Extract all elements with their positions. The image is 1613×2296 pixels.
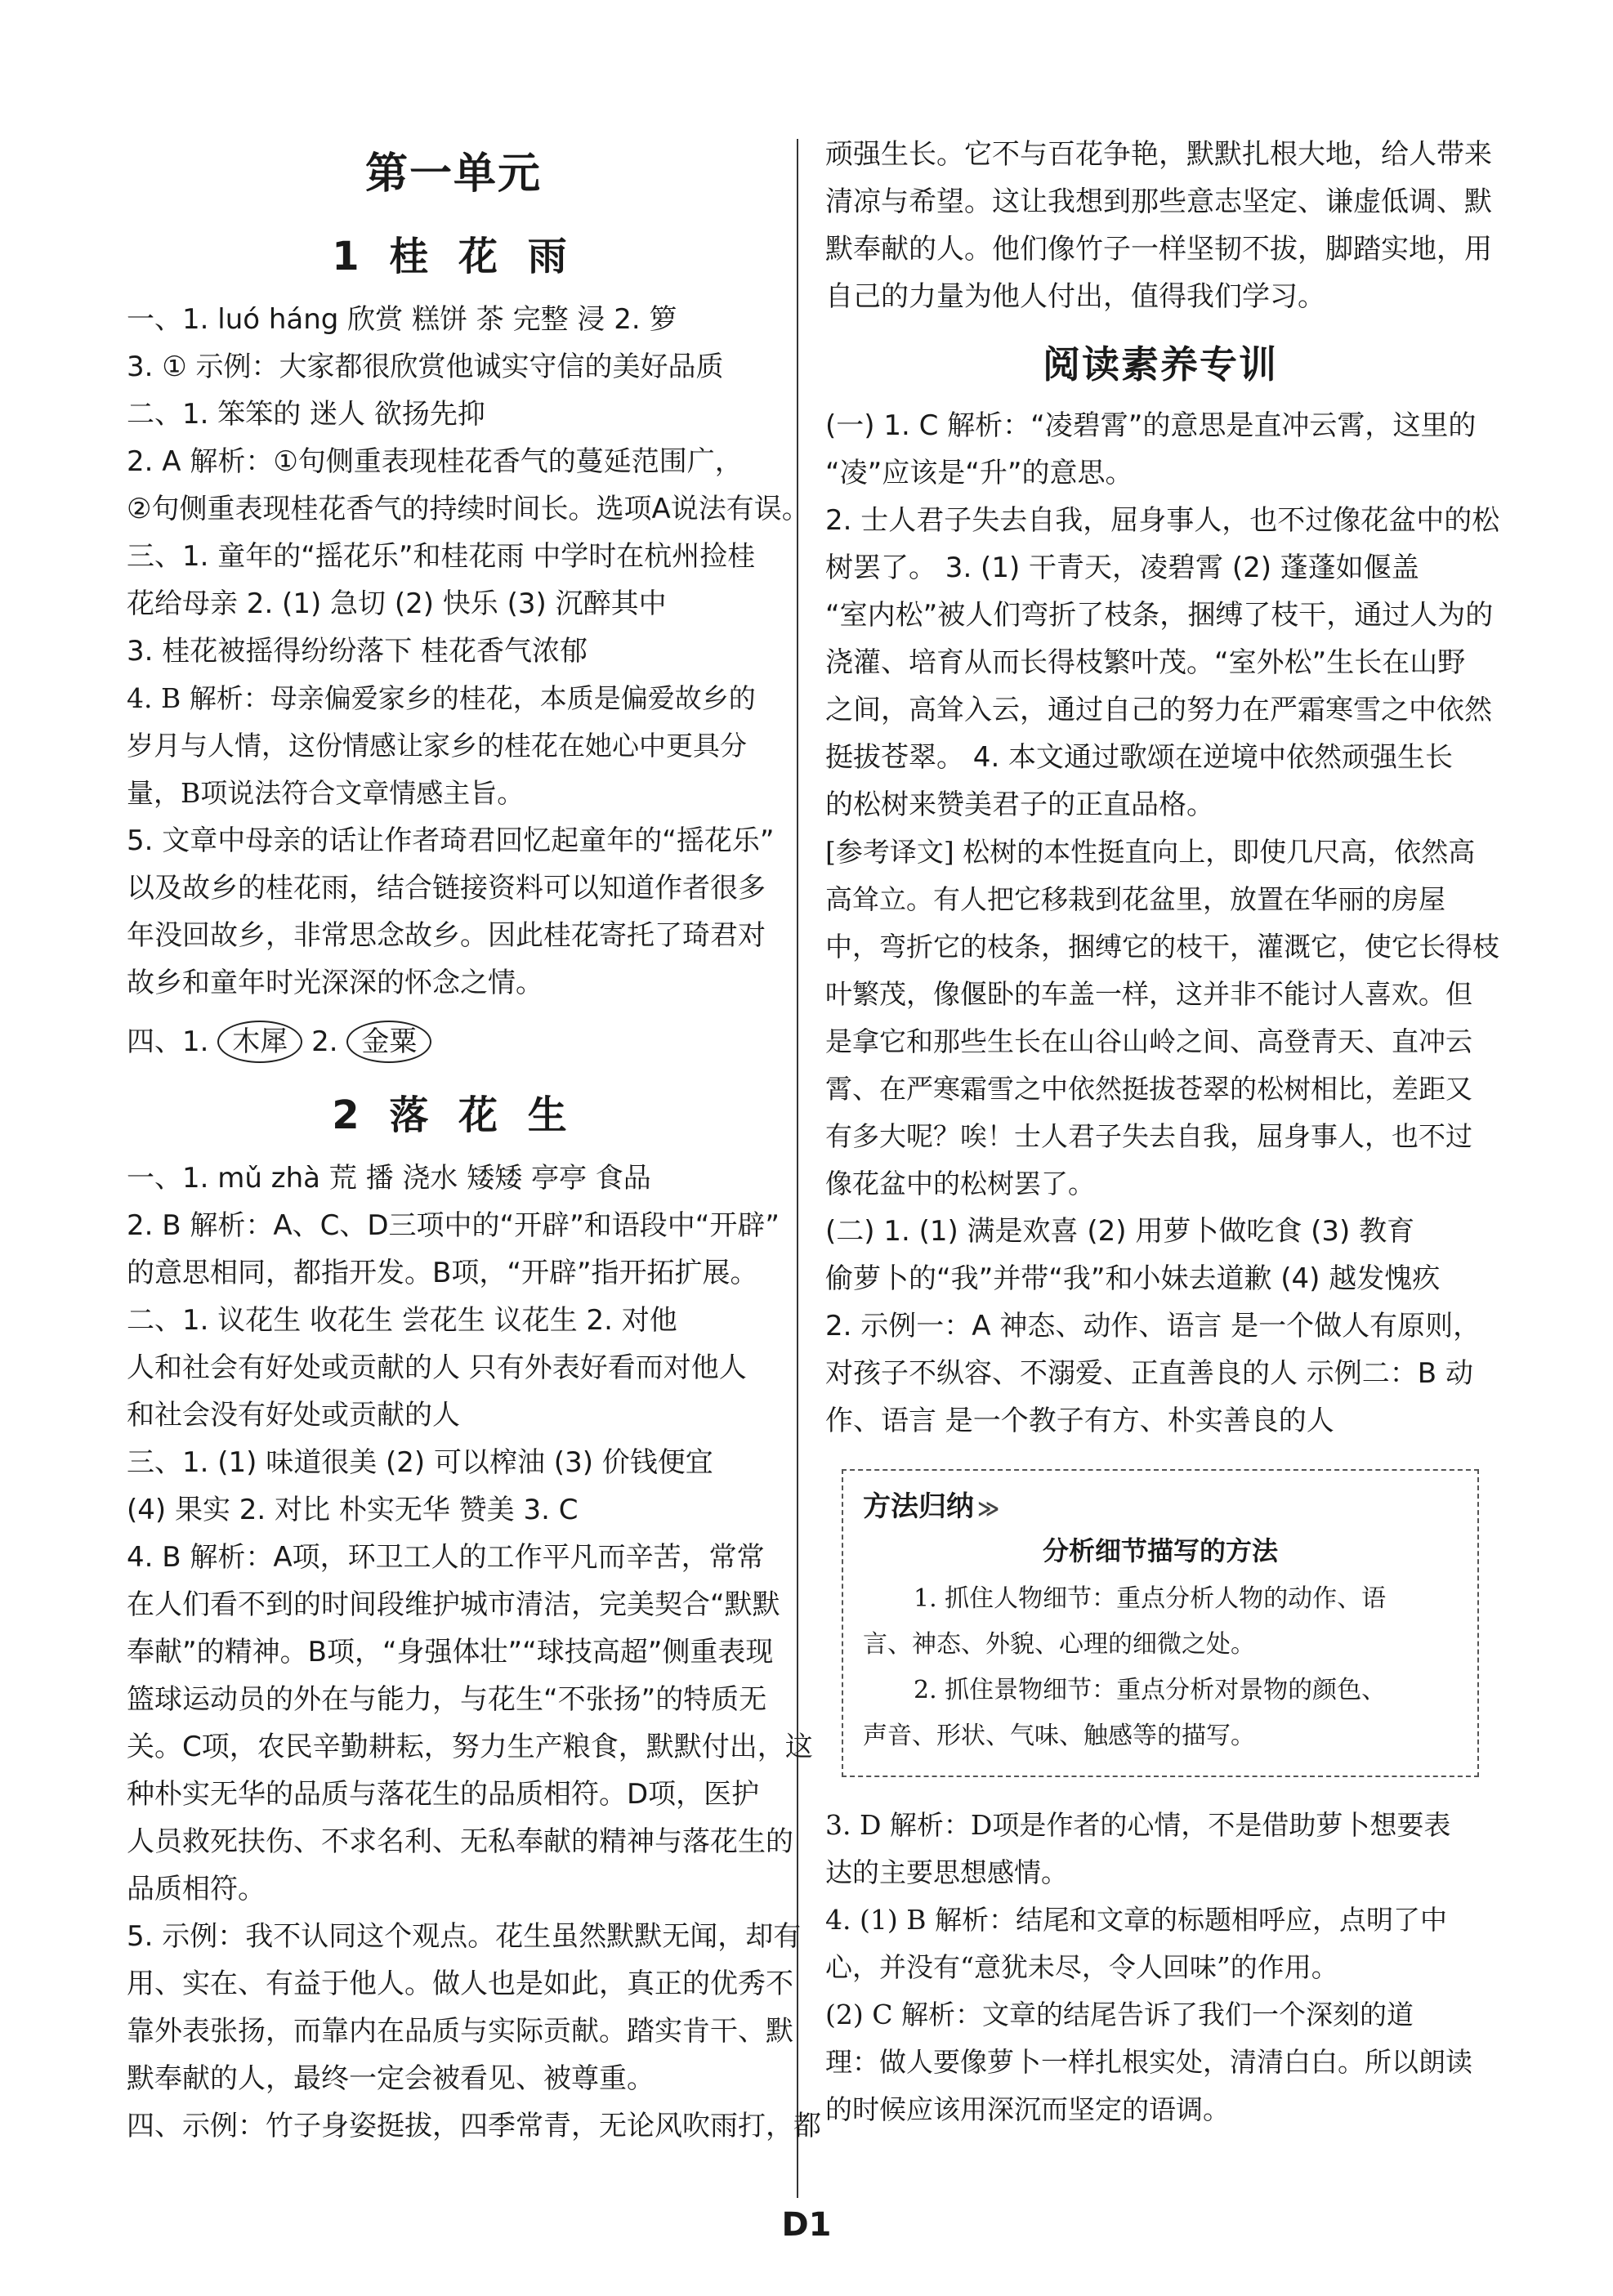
answer-line: (2) C 解析：文章的结尾告诉了我们一个深刻的道	[825, 1999, 1414, 2030]
answer-line: 自己的力量为他人付出，值得我们学习。	[825, 280, 1325, 313]
answer-line: 奉献”的精神。B项，“身强体壮”“球技高超”侧重表现	[127, 1636, 774, 1668]
circled-answer: 金粟	[346, 1021, 431, 1063]
answer-line: 5. 文章中母亲的话让作者琦君回忆起童年的“摇花乐”	[127, 824, 775, 857]
answer-line: 霄、在严寒霜雪之中依然挺拔苍翠的松树相比，差距又	[825, 1073, 1472, 1105]
answer-line: “凌”应该是“升”的意思。	[825, 457, 1133, 489]
answer-line: 顽强生长。它不与百花争艳，默默扎根大地，给人带来	[825, 138, 1492, 171]
answer-line: 4. B 解析：母亲偏爱家乡的桂花，本质是偏爱故乡的	[127, 682, 756, 714]
answer-line: 树罢了。 3. (1) 干青天，凌碧霄 (2) 蓬蓬如偃盖	[825, 552, 1419, 584]
answer-line: 挺拔苍翠。 4. 本文通过歌颂在逆境中依然顽强生长	[825, 741, 1454, 774]
unit-title: 第一单元	[364, 150, 542, 199]
answer-line: (二) 1. (1) 满是欢喜 (2) 用萝卜做吃食 (3) 教育	[825, 1215, 1415, 1248]
answer-line: 有多大呢？唉！士人君子失去自我，屈身事人，也不过	[825, 1120, 1472, 1152]
answer-line: 四、示例：竹子身姿挺拔，四季常青，无论风吹雨打，都	[127, 2110, 821, 2142]
answer-line: 的时候应该用深沉而坚定的语调。	[825, 2093, 1230, 2125]
answer-line: 以及故乡的桂花雨，结合链接资料可以知道作者很多	[127, 872, 766, 905]
reference-text: 松树的本性挺直向上，即使几尺高，依然高	[963, 836, 1476, 868]
answer-line: 品质相符。	[127, 1873, 266, 1905]
answer-line: 年没回故乡，非常思念故乡。因此桂花寄托了琦君对	[127, 919, 766, 952]
answer-line: 篮球运动员的外在与能力，与花生“不张扬”的特质无	[127, 1683, 767, 1716]
answer-line: (4) 果实 2. 对比 朴实无华 赞美 3. C	[127, 1494, 579, 1526]
answer-line: 一、1. luó háng 欣赏 糕饼 茶 完整 浸 2. 箩	[127, 303, 677, 336]
method-summary-box	[842, 1469, 1479, 1777]
answer-line: 3. ① 示例：大家都很欣赏他诚实守信的美好品质	[127, 351, 724, 383]
answer-line: 人和社会有好处或贡献的人 只有外表好看而对他人	[127, 1351, 747, 1384]
answer-line: 一、1. mǔ zhà 荒 播 浇水 矮矮 亭亭 食品	[127, 1162, 651, 1195]
answer-line: 3. 桂花被摇得纷纷落下 桂花香气浓郁	[127, 635, 588, 668]
answer-line-q4	[127, 1018, 780, 1065]
answer-line: 花给母亲 2. (1) 急切 (2) 快乐 (3) 沉醉其中	[127, 587, 667, 620]
page-number: D1	[781, 2206, 832, 2244]
answer-line	[825, 829, 1495, 876]
right-column	[825, 131, 1500, 2133]
method-header	[863, 1484, 1458, 1524]
method-item: 1. 抓住人物细节：重点分析人物的动作、语	[914, 1584, 1387, 1613]
method-item: 言、神态、外貌、心理的细微之处。	[863, 1630, 1255, 1659]
answer-line: 高耸立。有人把它移栽到花盆里，放置在华丽的房屋	[825, 883, 1445, 915]
answer-line: 是拿它和那些生长在山谷山岭之间、高登青天、直冲云	[825, 1025, 1472, 1057]
q4-prefix: 四、1.	[127, 1025, 209, 1058]
column-divider	[797, 139, 798, 2198]
method-item: 2. 抓住景物细节：重点分析对景物的颜色、	[914, 1676, 1387, 1704]
q4-mid: 2.	[311, 1025, 338, 1058]
left-column	[127, 123, 821, 2150]
reference-label: 参考译文	[835, 836, 944, 868]
answer-line: 3. D 解析：D项是作者的心情，不是借助萝卜想要表	[825, 1809, 1451, 1841]
reading-part-3	[825, 1802, 1495, 2133]
answer-line: “室内松”被人们弯折了枝条，捆缚了枝干，通过人为的	[825, 599, 1494, 632]
answer-line: 达的主要思想感情。	[825, 1856, 1068, 1888]
reading-part-2	[825, 1208, 1495, 1445]
reading-part-1	[825, 402, 1500, 829]
answer-line: 和社会没有好处或贡献的人	[127, 1399, 460, 1432]
method-item: 声音、形状、气味、触感等的描写。	[863, 1722, 1255, 1750]
bracket-open: [	[825, 836, 836, 868]
answer-line: (一) 1. C 解析：“凌碧霄”的意思是直冲云霄，这里的	[825, 409, 1477, 442]
method-header-label: 方法归纳	[863, 1490, 974, 1523]
answer-line: 叶繁茂，像偃卧的车盖一样，这并非不能讨人喜欢。但	[825, 978, 1472, 1010]
method-title: 分析细节描写的方法	[1042, 1535, 1278, 1566]
reading-section-title: 阅读素养专训	[1043, 342, 1278, 386]
answer-line: ②句侧重表现桂花香气的持续时间长。选项A说法有误。	[127, 493, 810, 525]
answer-line: 2. B 解析：A、C、D三项中的“开辟”和语段中“开辟”	[127, 1209, 780, 1242]
lesson-1-title: 1 桂 花 雨	[332, 234, 575, 279]
lesson-2-title: 2 落 花 生	[332, 1092, 575, 1138]
answer-line: 关。C项，农民辛勤耕耘，努力生产粮食，默默付出，这	[127, 1731, 813, 1763]
answer-line: 清凉与希望。这让我想到那些意志坚定、谦虚低调、默	[825, 185, 1492, 218]
answer-line: 三、1. (1) 味道很美 (2) 可以榨油 (3) 价钱便宜	[127, 1446, 713, 1479]
answer-line: 用、实在、有益于他人。做人也是如此，真正的优秀不	[127, 1968, 793, 2000]
answer-line: 4. B 解析：A项，环卫工人的工作平凡而辛苦，常常	[127, 1541, 765, 1574]
lesson-1-answers	[127, 296, 810, 1065]
answer-line: 心，并没有“意犹未尽，令人回味”的作用。	[825, 1951, 1338, 1983]
continued-answer	[825, 131, 1495, 320]
answer-line: 岁月与人情，这份情感让家乡的桂花在她心中更具分	[127, 730, 747, 762]
answer-line: 二、1. 议花生 收花生 尝花生 议花生 2. 对他	[127, 1304, 677, 1337]
answer-line: 之间，高耸入云，通过自己的努力在严霜寒雪之中依然	[825, 694, 1492, 726]
double-chevron-icon: ≫	[977, 1497, 1000, 1521]
answer-line: 2. 示例一：A 神态、动作、语言 是一个做人有原则，	[825, 1310, 1481, 1342]
answer-line: 在人们看不到的时间段维护城市清洁，完美契合“默默	[127, 1588, 780, 1621]
answer-line: 的意思相同，都指开发。B项，“开辟”指开拓扩展。	[127, 1257, 758, 1289]
answer-line: 作、语言 是一个教子有方、朴实善良的人	[825, 1405, 1334, 1437]
bracket-close: ]	[943, 836, 954, 868]
answer-line: 2. A 解析：①句侧重表现桂花香气的蔓延范围广，	[127, 445, 743, 478]
answer-line: 二、1. 笨笨的 迷人 欲扬先抑	[127, 398, 485, 431]
answer-line: 对孩子不纵容、不溺爱、正直善良的人 示例二：B 动	[825, 1357, 1473, 1390]
answer-line: 人员救死扶伤、不求名利、无私奉献的精神与落花生的	[127, 1825, 793, 1858]
answer-line: 中，弯折它的枝条，捆缚它的枝干，灌溉它，使它长得枝	[825, 931, 1499, 963]
answer-line: 种朴实无华的品质与落花生的品质相符。D项，医护	[127, 1778, 760, 1811]
answer-line: 2. 士人君子失去自我，屈身事人，也不过像花盆中的松	[825, 504, 1500, 537]
answer-line: 浇灌、培育从而长得枝繁叶茂。“室外松”生长在山野	[825, 646, 1466, 679]
answer-line: 像花盆中的松树罢了。	[825, 1168, 1095, 1199]
lesson-2-answers	[127, 1155, 821, 2150]
answer-line: 量，B项说法符合文章情感主旨。	[127, 777, 525, 809]
answer-line: 4. (1) B 解析：结尾和文章的标题相呼应，点明了中	[825, 1904, 1447, 1936]
answer-line: 故乡和童年时光深深的怀念之情。	[127, 967, 543, 999]
answer-line: 默奉献的人，最终一定会被看见、被尊重。	[127, 2062, 655, 2095]
answer-line: 5. 示例：我不认同这个观点。花生虽然默默无闻，却有	[127, 1920, 802, 1953]
answer-line: 理：做人要像萝卜一样扎根实处，清清白白。所以朗读	[825, 2046, 1472, 2078]
reference-translation	[825, 829, 1499, 1208]
circled-answer: 木犀	[217, 1021, 302, 1063]
answer-line: 偷萝卜的“我”并带“我”和小妹去道歉 (4) 越发愧疚	[825, 1262, 1441, 1295]
answer-line: 三、1. 童年的“摇花乐”和桂花雨 中学时在杭州捡桂	[127, 540, 756, 573]
answer-line: 的松树来赞美君子的正直品格。	[825, 788, 1214, 821]
answer-line: 默奉献的人。他们像竹子一样坚韧不拔，脚踏实地，用	[825, 233, 1492, 266]
answer-line: 靠外表张扬，而靠内在品质与实际贡献。踏实肯干、默	[127, 2015, 793, 2048]
